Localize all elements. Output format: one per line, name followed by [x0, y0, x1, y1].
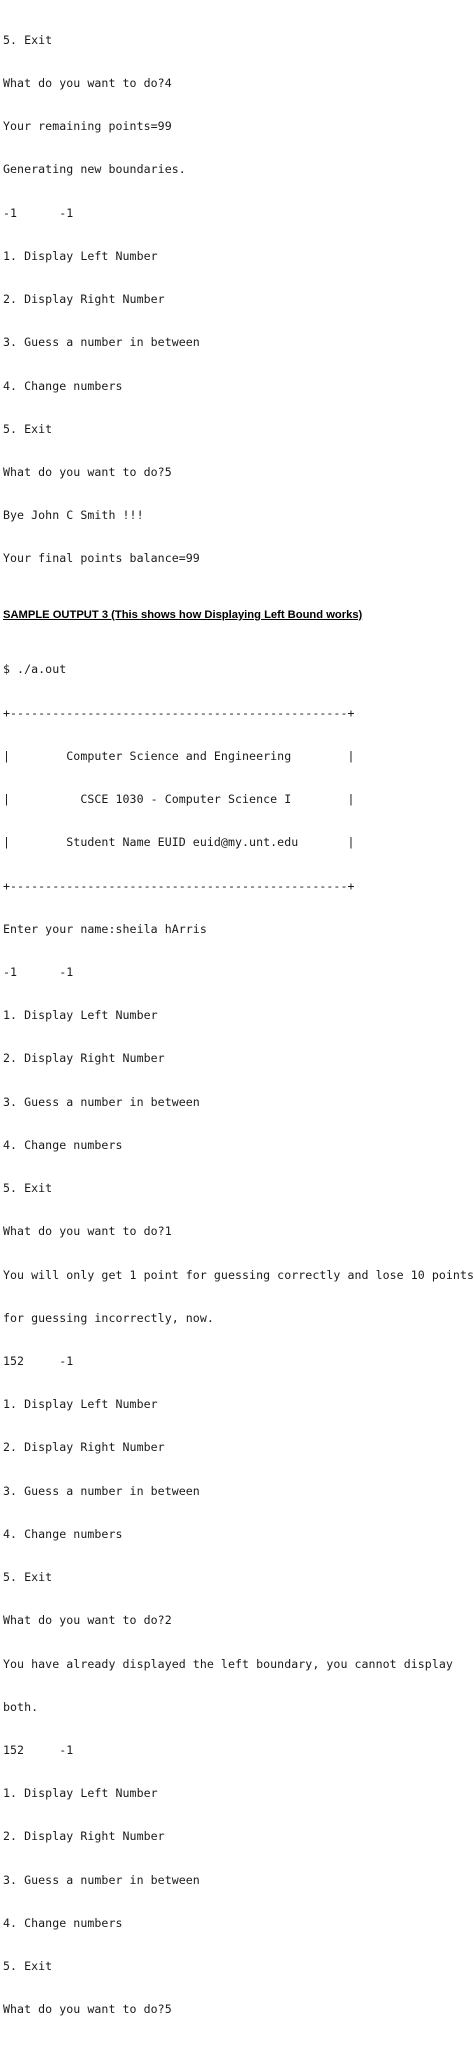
output-line: 5. Exit — [3, 1181, 53, 1196]
output-line: 4. Change numbers — [3, 1137, 123, 1152]
output-line: Enter your name:sheila hArris — [3, 921, 207, 936]
output-line: What do you want to do?5 — [3, 2002, 172, 2017]
banner-line: | CSCE 1030 - Computer Science I | — [3, 792, 355, 807]
output-line: 1. Display Left Number — [3, 1397, 158, 1412]
terminal-output-top — [3, 4, 469, 595]
output-line: What do you want to do?5 — [3, 465, 172, 479]
output-line: $ ./a.out — [3, 662, 67, 677]
output-line: both. — [3, 1699, 39, 1714]
output-line: 3. Guess a number in between — [3, 1483, 200, 1498]
output-line: for guessing incorrectly, now. — [3, 1310, 214, 1325]
output-line: 3. Guess a number in between — [3, 1872, 200, 1887]
output-line: 4. Change numbers — [3, 378, 123, 393]
output-line: 5. Exit — [3, 421, 53, 436]
output-line: 2. Display Right Number — [3, 1829, 165, 1844]
output-line: -1 -1 — [3, 205, 74, 220]
output-line: 4. Change numbers — [3, 1915, 123, 1930]
document-page — [3, 0, 474, 2045]
banner-line: +------------------------------------------------+ — [3, 878, 355, 893]
output-line: You will only get 1 point for guessing correctly and lose 10 points — [3, 1267, 474, 1282]
output-line: -1 -1 — [3, 965, 74, 979]
section-heading: SAMPLE OUTPUT 3 (This shows how Displaying Left Bound works) — [3, 608, 363, 621]
output-line: 1. Display Left Number — [3, 248, 158, 263]
terminal-output-bottom — [3, 634, 474, 2045]
output-line: 152 -1 — [3, 1742, 74, 1757]
output-line: Bye John C Smith !!! — [3, 508, 144, 523]
output-line: Your remaining points=99 — [3, 119, 172, 134]
output-line: What do you want to do?1 — [3, 1224, 172, 1239]
output-line: 5. Exit — [3, 1570, 53, 1585]
output-line: 1. Display Left Number — [3, 1786, 158, 1801]
output-line: 4. Change numbers — [3, 1526, 123, 1541]
banner-line: +------------------------------------------------+ — [3, 705, 355, 720]
banner-line: | Student Name EUID euid@my.unt.edu | — [3, 835, 355, 850]
output-line: 2. Display Right Number — [3, 1051, 165, 1066]
banner-line: | Computer Science and Engineering | — [3, 748, 355, 763]
output-line: Your final points balance=99 — [3, 551, 200, 566]
output-line: You have already displayed the left boundary, you cannot display — [3, 1656, 453, 1671]
output-line: 152 -1 — [3, 1353, 74, 1368]
output-line: Generating new boundaries. — [3, 162, 186, 177]
output-line: 3. Guess a number in between — [3, 1094, 200, 1109]
output-line: 3. Guess a number in between — [3, 335, 200, 350]
output-line: 5. Exit — [3, 32, 53, 47]
output-line: 5. Exit — [3, 1959, 53, 1974]
output-line: What do you want to do?4 — [3, 76, 172, 91]
output-line: 2. Display Right Number — [3, 292, 165, 307]
output-line: 2. Display Right Number — [3, 1440, 165, 1455]
output-line: What do you want to do?2 — [3, 1613, 172, 1628]
output-line: 1. Display Left Number — [3, 1008, 158, 1023]
